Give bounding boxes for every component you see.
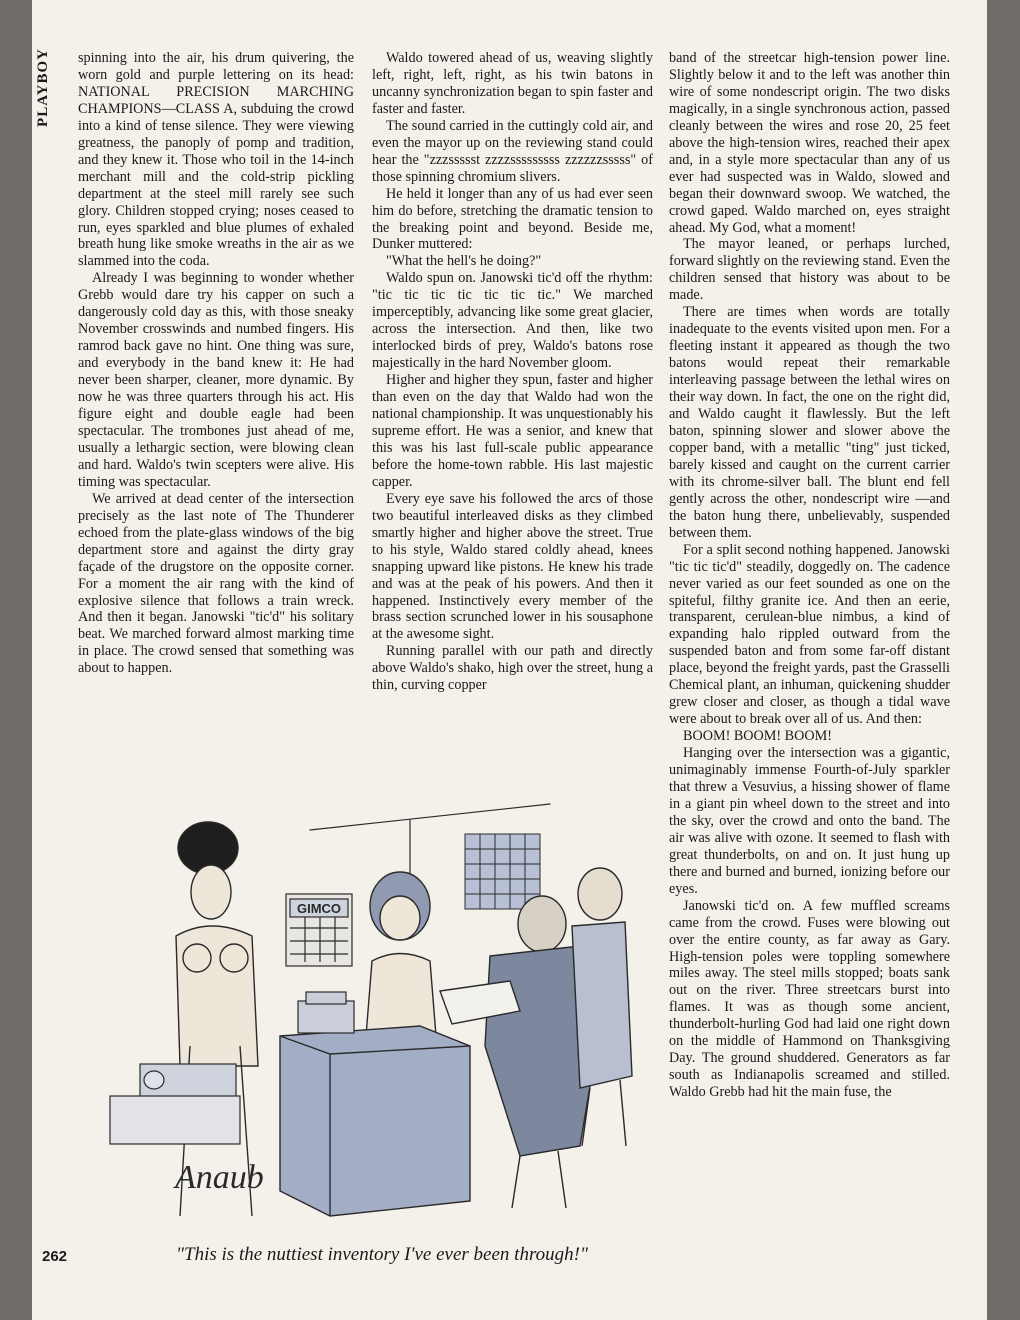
paragraph: There are times when words are totally inadequate to the events visited upon men. For a fleeting instant it appeared as though the two batons would repeat their remarkable interleaving passage between the lethal wires on their way down. In fact, the one on the right did, and Waldo caught it flawlessly. But the left baton, spinning slower and slower above the copper band, with a metallic "ting" just ticked, barely kissed and caught on the current carrier with its chrome-silver ball. The blunt end fell gently across the other, nondescript wire —and the baton hung there, unbelievably, suspended between them. [669, 304, 950, 541]
paragraph: Every eye save his followed the arcs of those two beautiful interleaved disks as they climbed smartly higher and higher above the street. True to his style, Waldo stared coldly ahead, knees snapping upward like pistons. He knew his trade and was at the peak of his powers. And then it happened. Instinctively every member of the brass section scrunched lower in his sousaphone at the awesome sight. [372, 490, 653, 643]
cash-register [298, 992, 354, 1033]
paragraph: We arrived at dead center of the intersection precisely as the last note of The Thunderer echoed from the plate-glass windows of the big department store and against the dirty gray façade of the drugstore on the opposite corner. For a moment the air rang with the kind of explosive silence that follows a train wreck. And then it began. Janowski "tic'd" his solitary beat. We marched forward almost marking time in place. The crowd sensed that something was about to happen. [78, 490, 354, 677]
text-column-1 [78, 50, 354, 677]
paragraph: For a split second nothing happened. Janowski "tic tic tic'd" steadily, doggedly on. The cadence never varied as our feet sounded as one on the spiteful, filthy granite ice. And then an eerie, transparent, cerulean-blue nimbus, a kind of expanding halo rippled outward from the suspended baton and from some far-off distant place, beyond the freight yards, past the Grasselli Chemical plant, an inhuman, quickening shudder grew closer and closer, as though a tidal wave were about to break over all of us. And then: [669, 541, 950, 728]
artist-signature: Anaub [175, 1159, 264, 1196]
paragraph: "What the hell's he doing?" [386, 253, 542, 270]
paragraph: The mayor leaned, or perhaps lurched, forward slightly on the reviewing stand. Even the children sensed that history was about to be made. [669, 236, 950, 304]
page-number: 262 [42, 1248, 68, 1265]
calendar-sign-text: GIMCO [296, 901, 342, 916]
paragraph: Running parallel with our path and directly above Waldo's shako, high over the street, hung a thin, curving copper [372, 643, 653, 694]
text-column-2 [372, 50, 653, 694]
paragraph: He held it longer than any of us had ever seen him do before, stretching the dramatic tension to the breaking point and beyond. Beside me, Dunker muttered: [372, 185, 653, 253]
blonde-woman [366, 872, 436, 1036]
window-grid [465, 834, 540, 909]
paragraph: Waldo towered ahead of us, weaving slightly left, right, left, right, as his twin batons in uncanny synchronization began to spin faster and faster and faster. [372, 50, 653, 117]
paragraph: spinning into the air, his drum quivering, the worn gold and purple lettering on its head: NATIONAL PRECISION MARCHING CHAMPIONS—CLASS A, subduing the crowd into a kind of tense silence. They were viewing greatness, the panoply of pomp and tradition, and they knew it. Those who toil in the 14-inch merchant mill and the cold-strip pickling department at the steel mill rarely see such glory. Children stopped crying; noses ceased to run, eyes sparkled and blue plumes of exhaled breath hung like smoke wreaths in the air as we slammed into the coda. [78, 50, 354, 270]
paragraph: band of the streetcar high-tension power line. Slightly below it and to the left was another thin wire of some nondescript origin. The two disks magically, in a single synchronous action, passed cleanly between the wires and rose 20, 25 feet above the high-tension wires, reached their apex and, in a style more spectacular than any of us ever had suspected was in Waldo, slowed and began their downward swoop. We watched, the crowd gaped. Waldo marched on, eyes straight ahead. My God, what a moment! [669, 50, 950, 236]
paragraph: BOOM! BOOM! BOOM! [683, 728, 832, 745]
paragraph: Janowski tic'd on. A few muffled screams came from the crowd. Fuses were blowing out over the entire county, as far away as Gary. High-tension poles were toppling somewhere miles away. The steel mills stopped; boats sank out on the river. Three streetcars burst into flames. It was as though some ancient, thunderbolt-hurling God had laid one right down on the middle of Hammond on Thanksgiving Day. The ground shuddered. Generators as far south as Indianapolis screamed and stilled. Waldo Grebb had hit the main fuse, the [669, 897, 950, 1101]
cartoon-caption: "This is the nuttiest inventory I've ever been through!" [176, 1244, 588, 1265]
counter-desk [280, 1026, 470, 1216]
text-column-3 [669, 50, 950, 1101]
running-head: PLAYBOY [35, 48, 51, 127]
paragraph: Already I was beginning to wonder whether Grebb would dare try his capper on such a dangerously cold day as this, with those sneaky November crosswinds and numbed fingers. His ramrod back gave no hint. One thing was sure, and everybody in the band knew it: He had never been sharper, cleaner, more dynamic. By now he was three quarters through his act. His figure eight and double eagle had been spectacular. The trombones just ahead of me, usually a lethargic section, were blowing clean and hard. Waldo's twin scepters were alive. His timing was spectacular. [78, 270, 354, 490]
paragraph: Waldo spun on. Janowski tic'd off the rhythm: "tic tic tic tic tic tic tic." We marched imperceptibly, advancing like some great glacier, across the intersection. And then, like two interlocked birds of prey, Waldo's batons rose majestically in the hard November gloom. [372, 270, 653, 372]
cartoon-illustration [80, 796, 638, 1228]
paragraph: Hanging over the intersection was a gigantic, unimaginably immense Fourth-of-July sparkler that threw a Vesuvius, a hissing shower of flame in a giant pin wheel down to the street and into the sky, over the crowd and onto the band. The air was alive with ozone. It seemed to flash with great thunderbolts, on and on. It just hung up there and burned and burned, ionizing before our eyes. [669, 745, 950, 897]
magazine-page [32, 0, 987, 1320]
paragraph: Higher and higher they spun, faster and higher than even on the day that Waldo had won the national championship. It was unquestionably his supreme effort. He was a senior, and knew that this was his last full-scale public appearance before the home-town rabble. His last majestic capper. [372, 372, 653, 490]
dark-haired-woman [176, 822, 258, 1216]
paragraph: The sound carried in the cuttingly cold air, and even the mayor up on the reviewing stand could hear the "zzzssssst zzzzsssssssss zzzzzzsssss" of those spinning chromium slivers. [372, 117, 653, 185]
typewriter [110, 1064, 240, 1144]
